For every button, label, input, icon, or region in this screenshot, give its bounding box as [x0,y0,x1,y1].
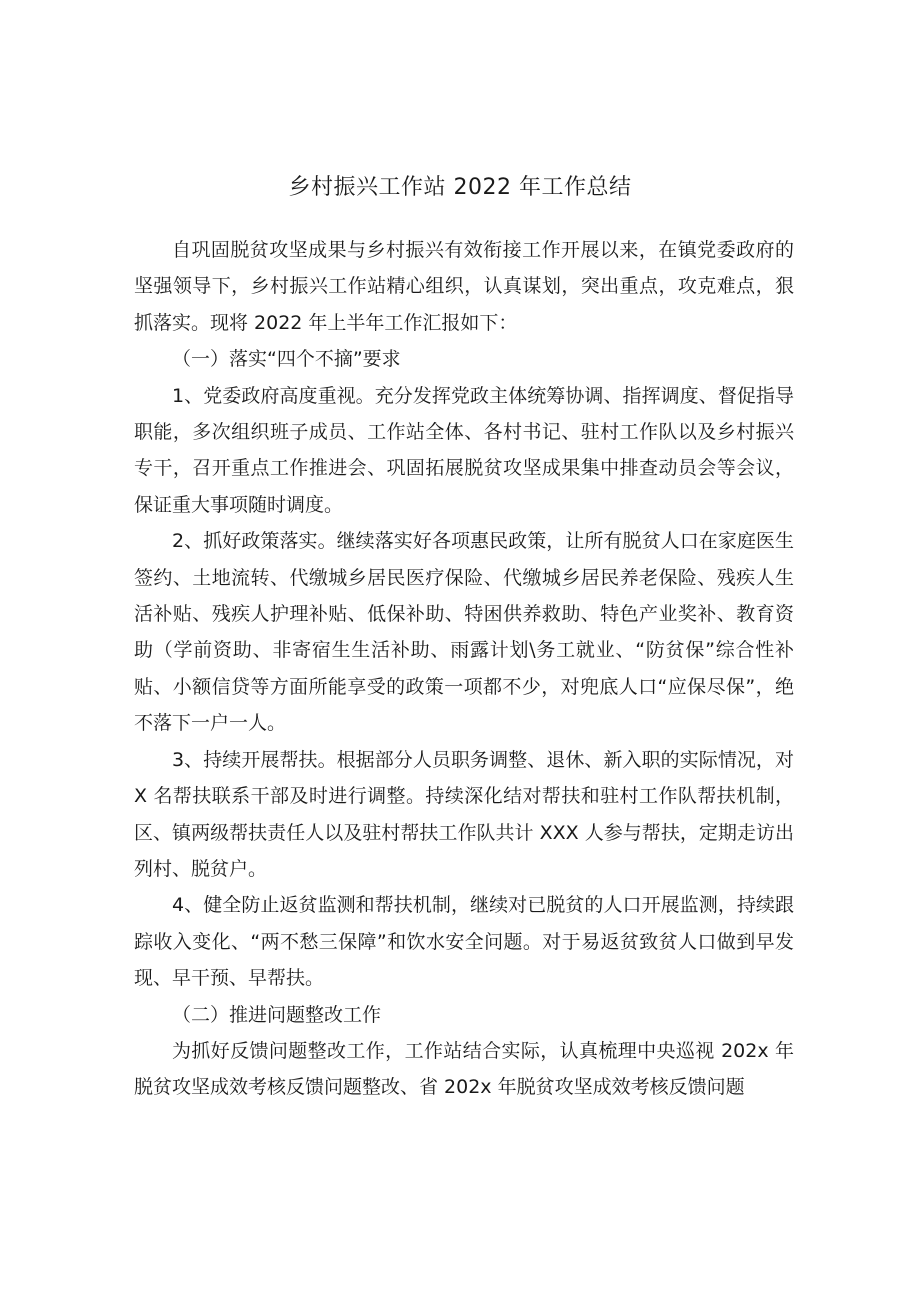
section-heading-2: （二）推进问题整改工作 [172,1003,382,1026]
document-body [134,232,794,1106]
section-heading-1: （一）落实“四个不摘”要求 [172,348,401,371]
item-paragraph-4: 4、健全防止返贫监测和帮扶机制，继续对已脱贫的人口开展监测，持续跟踪收入变化、“两不愁三保障”和饮水安全问题。对于易返贫致贫人口做到早发现、早干预、早帮扶。 [134,894,794,990]
section-2-paragraph: 为抓好反馈问题整改工作，工作站结合实际，认真梳理中央巡视 202x 年脱贫攻坚成效考核反馈问题整改、省 202x 年脱贫攻坚成效考核反馈问题 [134,1039,794,1099]
item-paragraph-3: 3、持续开展帮扶。根据部分人员职务调整、退休、新入职的实际情况，对 X 名帮扶联系干部及时进行调整。持续深化结对帮扶和驻村工作队帮扶机制，区、镇两级帮扶责任人以及驻村帮扶工作队共计 XXX 人参与帮扶，定期走访出列村、脱贫户。 [134,748,794,880]
document-title: 乡村振兴工作站 2022 年工作总结 [288,175,632,200]
item-paragraph-2: 2、抓好政策落实。继续落实好各项惠民政策，让所有脱贫人口在家庭医生签约、土地流转、代缴城乡居民医疗保险、代缴城乡居民养老保险、残疾人生活补贴、残疾人护理补贴、低保补助、特困供养救助、特色产业奖补、教育资助（学前资助、非寄宿生生活补助、雨露计划\务工就业、“防贫保”综合性补贴、小额信贷等方面所能享受的政策一项都不少，对兜底人口“应保尽保”，绝不落下一户一人。 [134,530,794,735]
intro-paragraph: 自巩固脱贫攻坚成果与乡村振兴有效衔接工作开展以来，在镇党委政府的坚强领导下，乡村振兴工作站精心组织，认真谋划，突出重点，攻克难点，狠抓落实。现将 2022 年上半年工作汇报如下： [134,239,794,334]
item-paragraph-1: 1、党委政府高度重视。充分发挥党政主体统筹协调、指挥调度、督促指导职能，多次组织班子成员、工作站全体、各村书记、驻村工作队以及乡村振兴专干，召开重点工作推进会、巩固拓展脱贫攻坚成果集中排查动员会等会议，保证重大事项随时调度。 [134,384,794,516]
